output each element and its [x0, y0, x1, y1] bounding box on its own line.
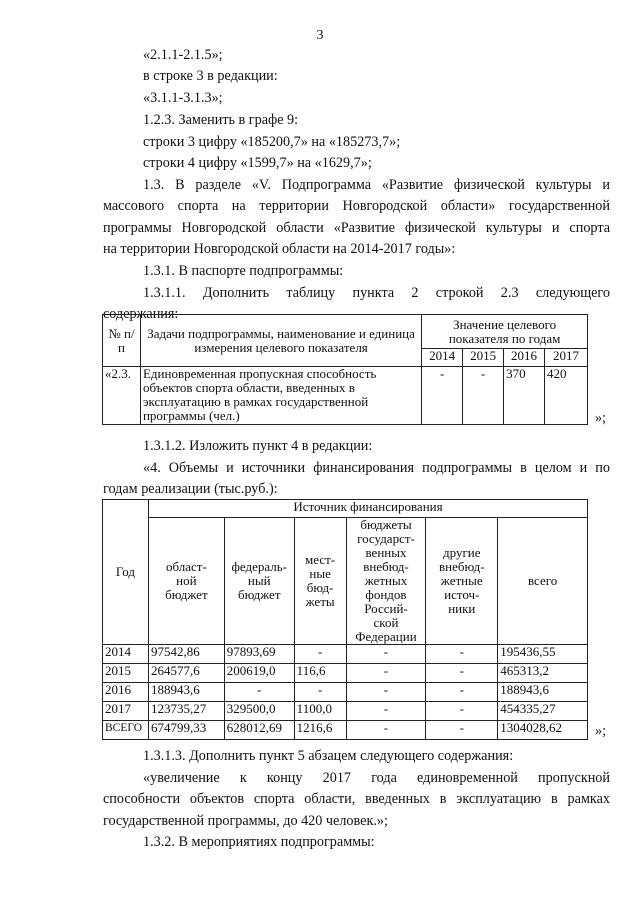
page-number: 3: [316, 28, 324, 43]
text-line: способности объектов спорта области, введенных в эксплуатацию в рамках: [103, 791, 610, 807]
text-line: 1.3. В разделе «V. Подпрограмма «Развитие физической культуры и: [143, 177, 610, 193]
cell-task: Единовременная пропускная способность объектов спорта области, введенных в эксплуатацию в рамках государственной программы (чел.): [140, 367, 421, 425]
cell-value: -: [426, 664, 498, 683]
cell-total: 1304028,62: [498, 721, 588, 740]
text-line: 1.3.2. В мероприятиях подпрограммы:: [143, 834, 375, 850]
text-line: 1.2.3. Заменить в графе 9:: [143, 112, 299, 128]
table-row: [103, 367, 588, 425]
cell-value: 420: [545, 367, 588, 425]
cell-value: 116,6: [294, 664, 346, 683]
cell-year: 2014: [103, 645, 149, 664]
cell-value: 264577,6: [148, 664, 224, 683]
header-local-budgets: мест- ные бюд- жеты: [294, 518, 346, 645]
cell-value: -: [294, 645, 346, 664]
header-year: Год: [103, 500, 149, 645]
cell-total: 454335,27: [498, 702, 588, 721]
header-regional-budget: област- ной бюджет: [148, 518, 224, 645]
table-row: [103, 645, 588, 664]
header-source: Источник финансирования: [148, 500, 587, 518]
header-number: № п/п: [103, 315, 141, 367]
header-year: 2017: [545, 349, 588, 367]
text-line: государственной программы, до 420 человек.»;: [103, 813, 388, 829]
text-line: «3.1.1-3.1.3»;: [143, 90, 223, 106]
header-offbudget-funds: бюджеты государст- венных внебюд- жетных фондов Россий- ской Федерации: [346, 518, 426, 645]
header-federal-budget: федераль- ный бюджет: [224, 518, 294, 645]
cell-value: -: [426, 721, 498, 740]
cell-value: -: [426, 645, 498, 664]
text-line: «увеличение к концу 2017 года единовременной пропускной: [143, 770, 610, 786]
cell-value: 1216,6: [294, 721, 346, 740]
header-year: 2016: [504, 349, 545, 367]
text-line: содержания:: [103, 306, 179, 322]
header-other-sources: другие внебюд- жетные источ- ники: [426, 518, 498, 645]
header-values: Значение целевого показателя по годам: [422, 315, 588, 349]
cell-total: 195436,55: [498, 645, 588, 664]
cell-value: 1100,0: [294, 702, 346, 721]
cell-value: -: [426, 683, 498, 702]
cell-value: 200619,0: [224, 664, 294, 683]
table-row: [103, 702, 588, 721]
cell-value: -: [346, 664, 426, 683]
text-line: «4. Объемы и источники финансирования подпрограммы в целом и по: [143, 460, 610, 476]
text-line: на территории Новгородской области на 2014-2017 годы»:: [103, 241, 456, 257]
cell-value: -: [422, 367, 463, 425]
text-line: 1.3.1.1. Дополнить таблицу пункта 2 строкой 2.3 следующего: [143, 285, 610, 301]
cell-value: 370: [504, 367, 545, 425]
cell-value: 674799,33: [148, 721, 224, 740]
text-line: 1.3.1.3. Дополнить пункт 5 абзацем следующего содержания:: [143, 748, 514, 764]
cell-value: -: [294, 683, 346, 702]
cell-value: 123735,27: [148, 702, 224, 721]
table-closing: »;: [595, 723, 607, 739]
text-line: в строке 3 в редакции:: [143, 68, 278, 84]
table-row: [103, 664, 588, 683]
text-line: строки 3 цифру «185200,7» на «185273,7»;: [143, 134, 401, 150]
cell-value: -: [346, 683, 426, 702]
text-line: «2.1.1-2.1.5»;: [143, 47, 223, 63]
cell-value: 329500,0: [224, 702, 294, 721]
header-year: 2014: [422, 349, 463, 367]
cell-year: ВСЕГО: [103, 721, 149, 740]
table-closing: »;: [595, 410, 607, 426]
table-row: [103, 683, 588, 702]
cell-value: -: [224, 683, 294, 702]
cell-total: 465313,2: [498, 664, 588, 683]
indicator-table: [102, 314, 588, 425]
table-row-total: [103, 721, 588, 740]
text-line: 1.3.1.2. Изложить пункт 4 в редакции:: [143, 438, 373, 454]
financing-table: [102, 499, 588, 740]
cell-value: -: [346, 702, 426, 721]
cell-value: 628012,69: [224, 721, 294, 740]
cell-year: 2017: [103, 702, 149, 721]
cell-number: «2.3.: [103, 367, 141, 425]
cell-value: 97893,69: [224, 645, 294, 664]
header-task: Задачи подпрограммы, наименование и единица измерения целевого показателя: [140, 315, 421, 367]
header-year: 2015: [463, 349, 504, 367]
cell-year: 2015: [103, 664, 149, 683]
cell-year: 2016: [103, 683, 149, 702]
cell-value: -: [346, 721, 426, 740]
header-total: всего: [498, 518, 588, 645]
text-line: 1.3.1. В паспорте подпрограммы:: [143, 263, 344, 279]
cell-total: 188943,6: [498, 683, 588, 702]
cell-value: 97542,86: [148, 645, 224, 664]
cell-value: -: [346, 645, 426, 664]
text-line: годам реализации (тыс.руб.):: [103, 481, 278, 497]
text-line: массового спорта на территории Новгородской области» государственной: [103, 198, 610, 214]
cell-value: -: [463, 367, 504, 425]
cell-value: -: [426, 702, 498, 721]
text-line: программы Новгородской области «Развитие физической культуры и спорта: [103, 220, 610, 236]
text-line: строки 4 цифру «1599,7» на «1629,7»;: [143, 155, 372, 171]
cell-value: 188943,6: [148, 683, 224, 702]
